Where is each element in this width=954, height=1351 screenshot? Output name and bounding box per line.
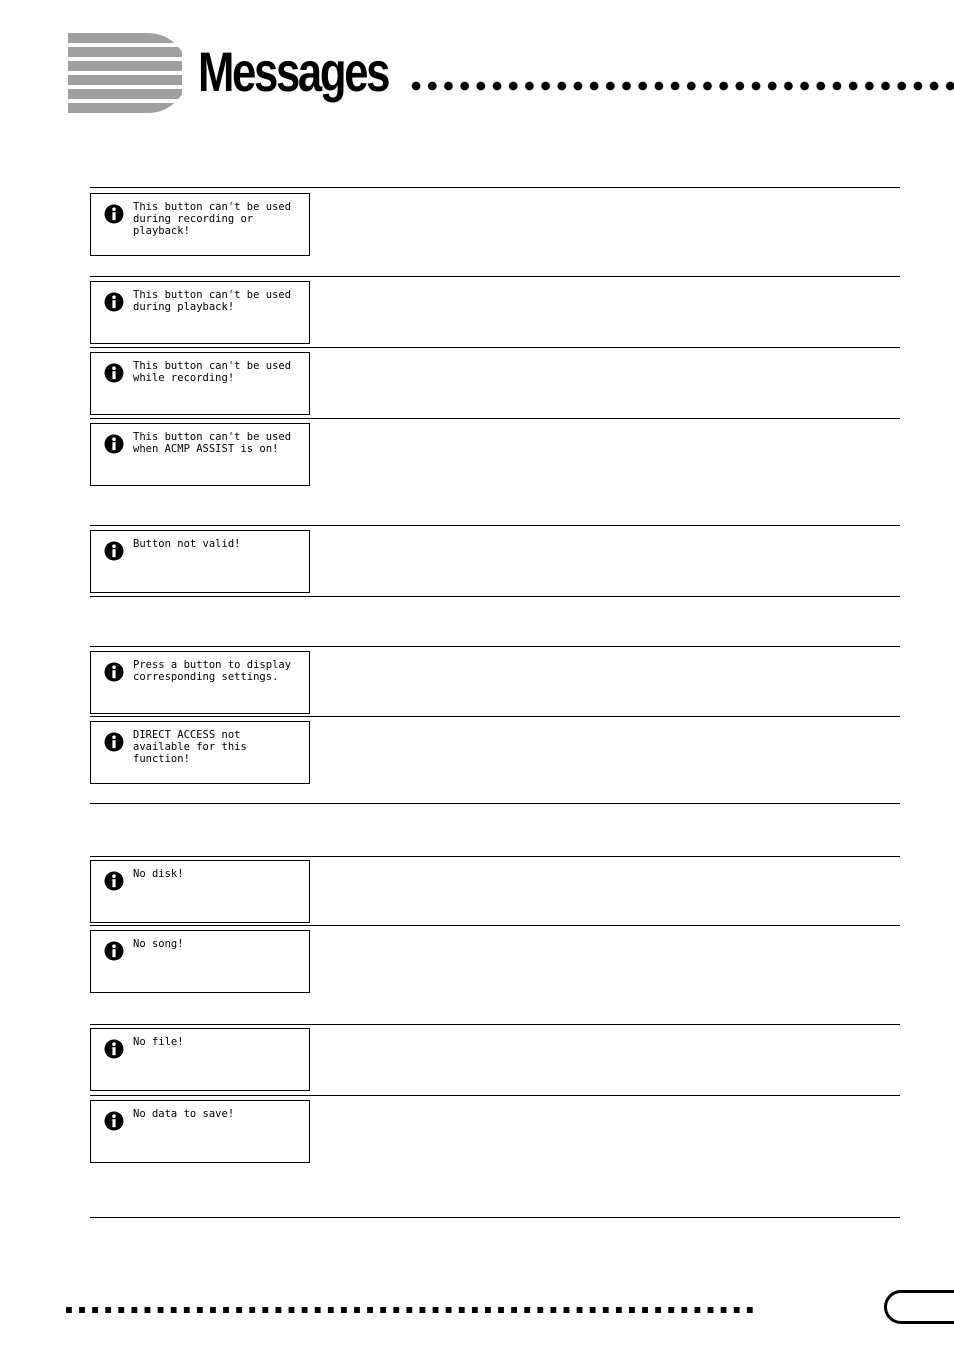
message-text: Button not valid! [133,538,241,550]
info-icon [104,434,124,454]
row-divider [90,347,900,348]
row-divider [90,418,900,419]
title-dot-leader [408,80,954,92]
stripe-logo [68,33,182,113]
info-icon [104,1039,124,1059]
message-box [90,530,310,593]
message-text: No data to save! [133,1108,235,1120]
info-icon [104,662,124,682]
info-icon [104,292,124,312]
message-box [90,721,310,784]
message-box [90,423,310,486]
message-box [90,1100,310,1163]
section-divider [90,1217,900,1218]
message-text: No song! [133,938,184,950]
message-text: This button can't be used during playback! [133,289,292,313]
message-text: This button can't be used while recording! [133,360,292,384]
info-icon [104,363,124,383]
message-text: No disk! [133,868,184,880]
row-divider [90,925,900,926]
message-box [90,651,310,714]
message-box [90,352,310,415]
section-divider [90,187,900,188]
message-text: DIRECT ACCESS not available for this function! [133,729,247,765]
row-divider [90,276,900,277]
message-text: This button can't be used when ACMP ASSIST is on! [133,431,292,455]
section-divider [90,525,900,526]
message-text: Press a button to display corresponding settings. [133,659,292,683]
message-box [90,930,310,993]
info-icon [104,941,124,961]
section-divider [90,646,900,647]
info-icon [104,732,124,752]
message-box [90,1028,310,1091]
message-text: No file! [133,1036,184,1048]
message-box [90,281,310,344]
section-divider [90,596,900,597]
message-box [90,193,310,256]
message-box [90,860,310,923]
page-number-tab [884,1290,954,1324]
info-icon [104,541,124,561]
message-text: This button can't be used during recording or playback! [133,201,292,237]
section-divider [90,803,900,804]
row-divider [90,1095,900,1096]
footer-dot-line [66,1306,756,1314]
page-title: Messages [198,40,389,103]
info-icon [104,871,124,891]
row-divider [90,716,900,717]
info-icon [104,204,124,224]
section-divider [90,1024,900,1025]
section-divider [90,856,900,857]
info-icon [104,1111,124,1131]
